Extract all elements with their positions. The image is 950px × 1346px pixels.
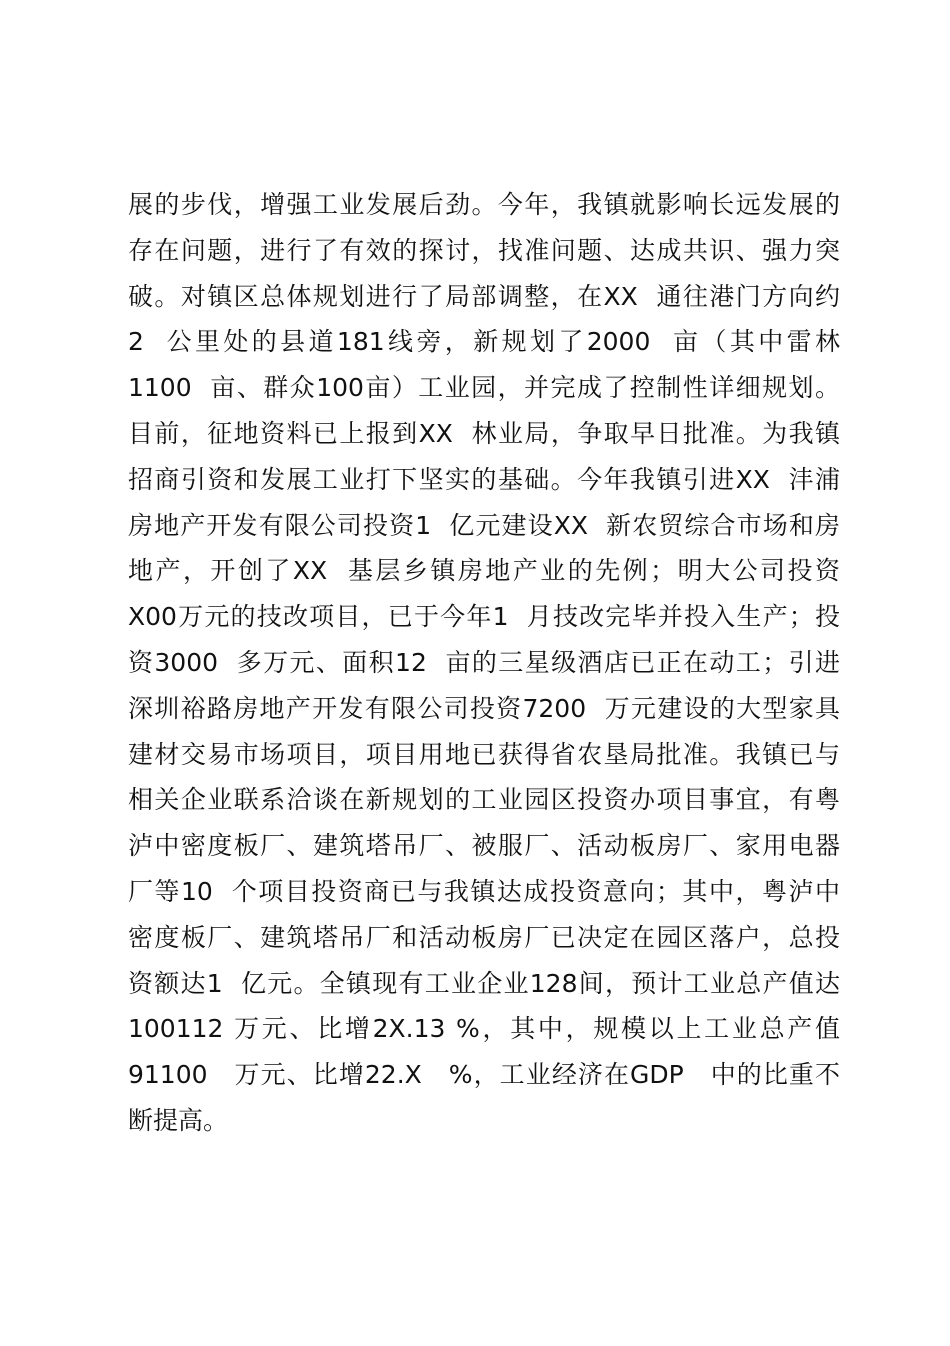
paragraph-line: 相关企业联系洽谈在新规划的工业园区投资办项目事宜，有粤 <box>128 785 840 815</box>
paragraph-line: 房地产开发有限公司投资1 亿元建设XX 新农贸综合市场和房 <box>128 510 840 540</box>
paragraph-line: 目前，征地资料已上报到XX 林业局，争取早日批准。为我镇 <box>128 418 840 448</box>
body-paragraph <box>128 182 840 1144</box>
paragraph-line: 存在问题，进行了有效的探讨，找准问题、达成共识、强力突 <box>128 235 840 265</box>
paragraph-line: 泸中密度板厂、建筑塔吊厂、被服厂、活动板房厂、家用电器 <box>128 831 840 861</box>
paragraph-line: 厂等10 个项目投资商已与我镇达成投资意向；其中，粤泸中 <box>128 876 840 906</box>
paragraph-line: 建材交易市场项目，项目用地已获得省农垦局批准。我镇已与 <box>128 739 840 769</box>
paragraph-line: 资3000 多万元、面积12 亩的三星级酒店已正在动工；引进 <box>128 647 840 677</box>
paragraph-line: 断提高。 <box>128 1105 229 1135</box>
paragraph-line: 1100 亩、群众100亩）工业园，并完成了控制性详细规划。 <box>128 373 840 403</box>
paragraph-line: 深圳裕路房地产开发有限公司投资7200 万元建设的大型家具 <box>128 693 840 723</box>
paragraph-line: 展的步伐，增强工业发展后劲。今年，我镇就影响长远发展的 <box>128 190 840 219</box>
paragraph-line: 资额达1 亿元。全镇现有工业企业128间，预计工业总产值达 <box>128 968 840 998</box>
paragraph-line: 密度板厂、建筑塔吊厂和活动板房厂已决定在园区落户，总投 <box>128 922 840 952</box>
paragraph-line: 地产，开创了XX 基层乡镇房地产业的先例；明大公司投资 <box>128 556 840 586</box>
paragraph-line: 招商引资和发展工业打下坚实的基础。今年我镇引进XX 沣浦 <box>128 464 840 494</box>
paragraph-line: 2 公里处的县道181线旁，新规划了2000 亩（其中雷林 <box>128 327 840 357</box>
paragraph-line: 91100 万元、比增22.X %，工业经济在GDP 中的比重不 <box>128 1060 840 1090</box>
paragraph-line: X00万元的技改项目，已于今年1 月技改完毕并投入生产；投 <box>128 602 840 632</box>
paragraph-line: 100112 万元、比增2X.13 %，其中，规模以上工业总产值 <box>128 1014 840 1044</box>
paragraph-line: 破。对镇区总体规划进行了局部调整，在XX 通往港门方向约 <box>128 281 840 311</box>
